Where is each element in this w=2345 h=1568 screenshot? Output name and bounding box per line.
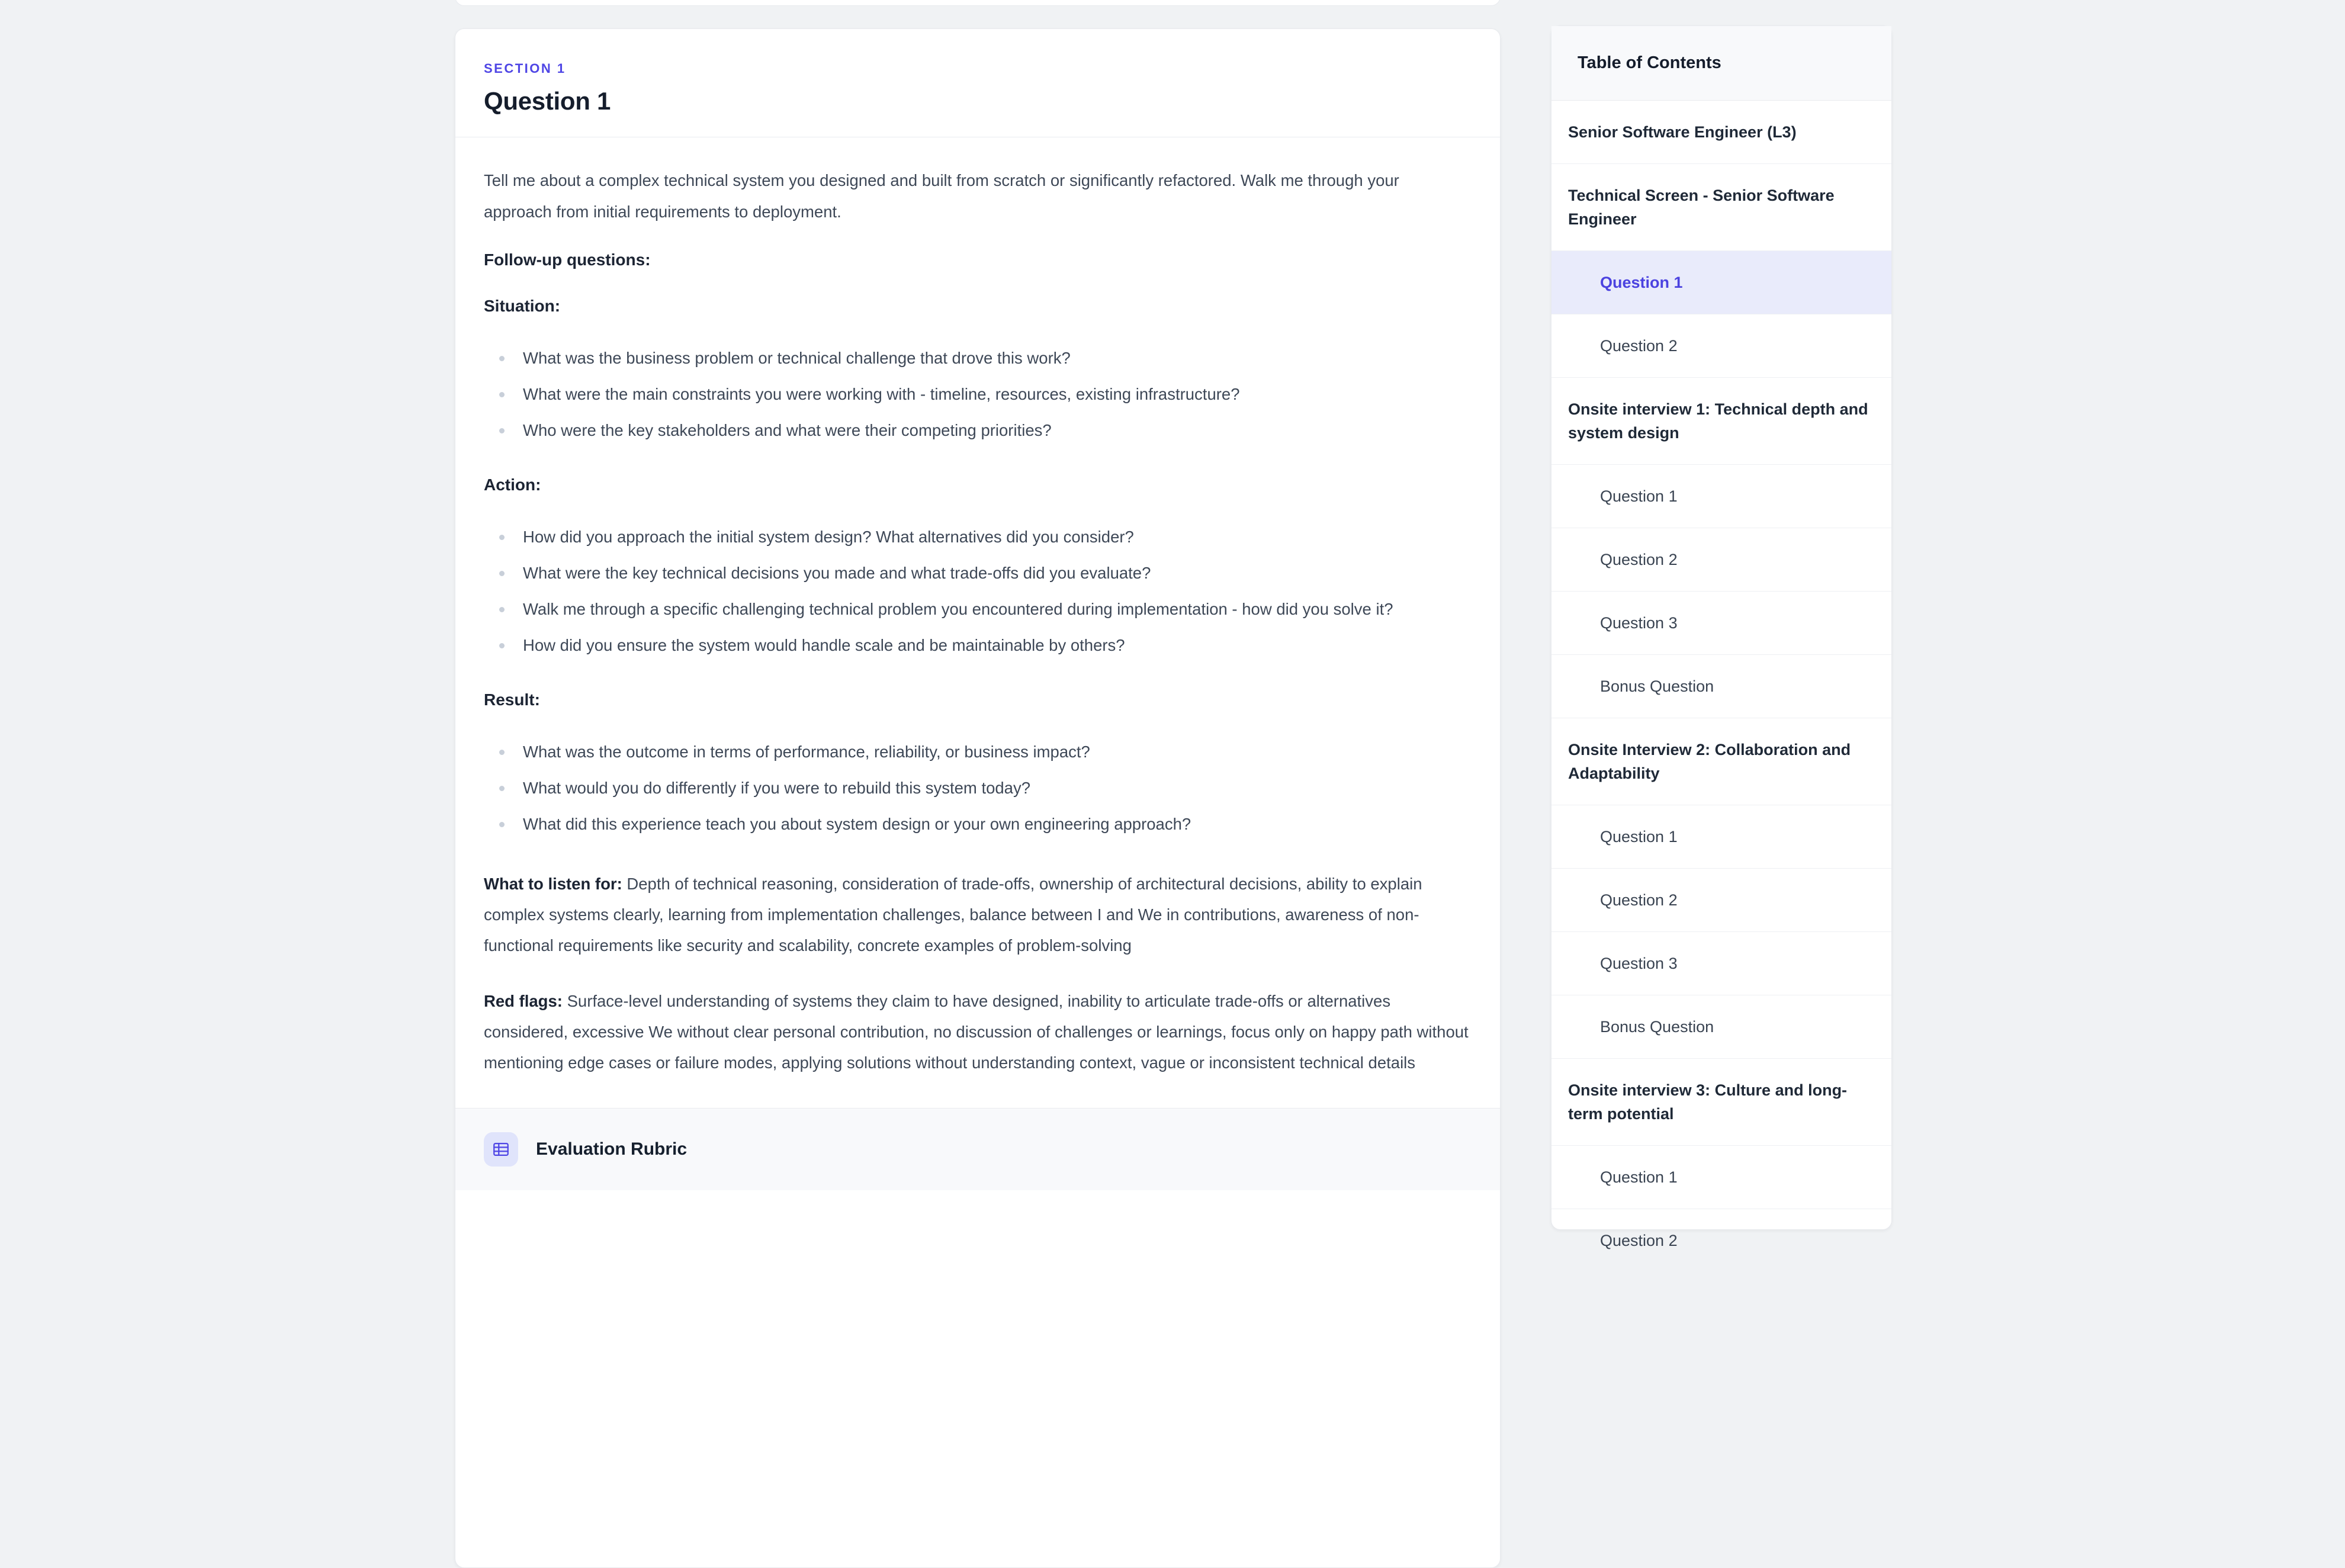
- red-flags-paragraph: [484, 986, 1470, 1078]
- toc-item-label: Question 2: [1600, 891, 1678, 909]
- toc-item-label: Technical Screen - Senior Software Engineer: [1568, 187, 1835, 228]
- group-label: Result:: [484, 690, 540, 709]
- evaluation-rubric-title: Evaluation Rubric: [536, 1139, 688, 1159]
- bullet-item: What was the business problem or technical challenge that drove this work?: [484, 342, 1455, 374]
- toc-item[interactable]: [1551, 1058, 1891, 1145]
- section-label: SECTION 1: [484, 61, 566, 76]
- bullet-item: Walk me through a specific challenging technical problem you encountered during implementation - how did you solve it?: [484, 593, 1455, 625]
- bullet-list: [484, 521, 1472, 661]
- bullet-item: What was the outcome in terms of performance, reliability, or business impact?: [484, 736, 1455, 768]
- toc-item-label: Question 3: [1600, 955, 1678, 972]
- toc-item-label: Question 2: [1600, 551, 1678, 568]
- bullet-item: What were the main constraints you were working with - timeline, resources, existing infrastructure?: [484, 378, 1455, 410]
- toc-item-label: Onsite interview 3: Culture and long-term potential: [1568, 1081, 1848, 1123]
- listen-for-label: What to listen for:: [484, 875, 622, 893]
- toc-item-label: Question 1: [1600, 274, 1683, 291]
- group-label: Action:: [484, 475, 541, 494]
- toc-item[interactable]: [1551, 464, 1891, 528]
- evaluation-rubric-header[interactable]: [455, 1108, 1500, 1190]
- table-of-contents: [1551, 25, 1892, 1249]
- toc-item-label: Question 1: [1600, 1168, 1678, 1186]
- bullet-item: How did you approach the initial system design? What alternatives did you consider?: [484, 521, 1455, 553]
- question-prompt: Tell me about a complex technical system you designed and built from scratch or significantly refactored. Walk me through your approach from initial requirements to deployment.: [484, 171, 1399, 221]
- toc-item[interactable]: [1551, 163, 1891, 250]
- bullet-item: How did you ensure the system would handle scale and be maintainable by others?: [484, 629, 1455, 661]
- toc-item[interactable]: [1551, 805, 1891, 868]
- toc-list: [1551, 101, 1891, 1272]
- question-header: [455, 29, 1500, 137]
- toc-item-label: Question 2: [1600, 337, 1678, 355]
- toc-item-active[interactable]: [1551, 250, 1891, 314]
- toc-item[interactable]: [1551, 995, 1891, 1058]
- table-icon: [484, 1132, 518, 1167]
- red-flags-label: Red flags:: [484, 992, 563, 1010]
- toc-item[interactable]: [1551, 528, 1891, 591]
- followup-label: Follow-up questions:: [484, 250, 651, 269]
- listen-for-text: Depth of technical reasoning, consideration of trade-offs, ownership of architectural decisions, ability to explain complex systems clearly, learning from implementation challenges, balance between I and We in contributions, awareness of non-functional requirements like security and scalability, concrete examples of problem-solving: [484, 875, 1422, 955]
- question-title: Question 1: [484, 87, 611, 115]
- toc-item-label: Bonus Question: [1600, 1018, 1714, 1036]
- question-content: [455, 137, 1500, 1108]
- toc-item[interactable]: [1551, 591, 1891, 654]
- toc-item-label: Onsite interview 1: Technical depth and system design: [1568, 400, 1868, 442]
- bullet-item: What were the key technical decisions you made and what trade-offs did you evaluate?: [484, 557, 1455, 589]
- toc-item-label: Senior Software Engineer (L3): [1568, 123, 1797, 141]
- bullet-list: [484, 736, 1472, 840]
- toc-item[interactable]: [1551, 718, 1891, 805]
- toc-item-label: Question 3: [1600, 614, 1678, 632]
- toc-item-label: Onsite Interview 2: Collaboration and Adaptability: [1568, 741, 1851, 782]
- toc-item[interactable]: [1551, 314, 1891, 377]
- toc-item[interactable]: [1551, 868, 1891, 931]
- toc-item[interactable]: [1551, 1209, 1891, 1272]
- bullet-list: [484, 342, 1472, 446]
- toc-item[interactable]: [1551, 101, 1891, 163]
- toc-item-label: Question 1: [1600, 828, 1678, 846]
- toc-item-label: Question 2: [1600, 1232, 1678, 1249]
- toc-item-label: Bonus Question: [1600, 677, 1714, 695]
- previous-card-bottom-edge: [455, 0, 1501, 6]
- toc-item[interactable]: [1551, 1145, 1891, 1209]
- question-groups: [484, 296, 1472, 840]
- bullet-item: What did this experience teach you about system design or your own engineering approach?: [484, 808, 1455, 840]
- toc-title: Table of Contents: [1551, 26, 1891, 101]
- bullet-item: Who were the key stakeholders and what were their competing priorities?: [484, 415, 1455, 446]
- toc-item[interactable]: [1551, 377, 1891, 464]
- bullet-item: What would you do differently if you were to rebuild this system today?: [484, 772, 1455, 804]
- group-label: Situation:: [484, 297, 561, 315]
- toc-item[interactable]: [1551, 654, 1891, 718]
- toc-item-label: Question 1: [1600, 487, 1678, 505]
- listen-for-paragraph: [484, 869, 1470, 961]
- red-flags-text: Surface-level understanding of systems they claim to have designed, inability to articulate trade-offs or alternatives considered, excessive We without clear personal contribution, no discussion of challenges or learnings, focus only on happy path without mentioning edge cases or failure modes, applying solutions without understanding context, vague or inconsistent technical details: [484, 992, 1469, 1072]
- question-card: [455, 28, 1501, 1568]
- toc-item[interactable]: [1551, 931, 1891, 995]
